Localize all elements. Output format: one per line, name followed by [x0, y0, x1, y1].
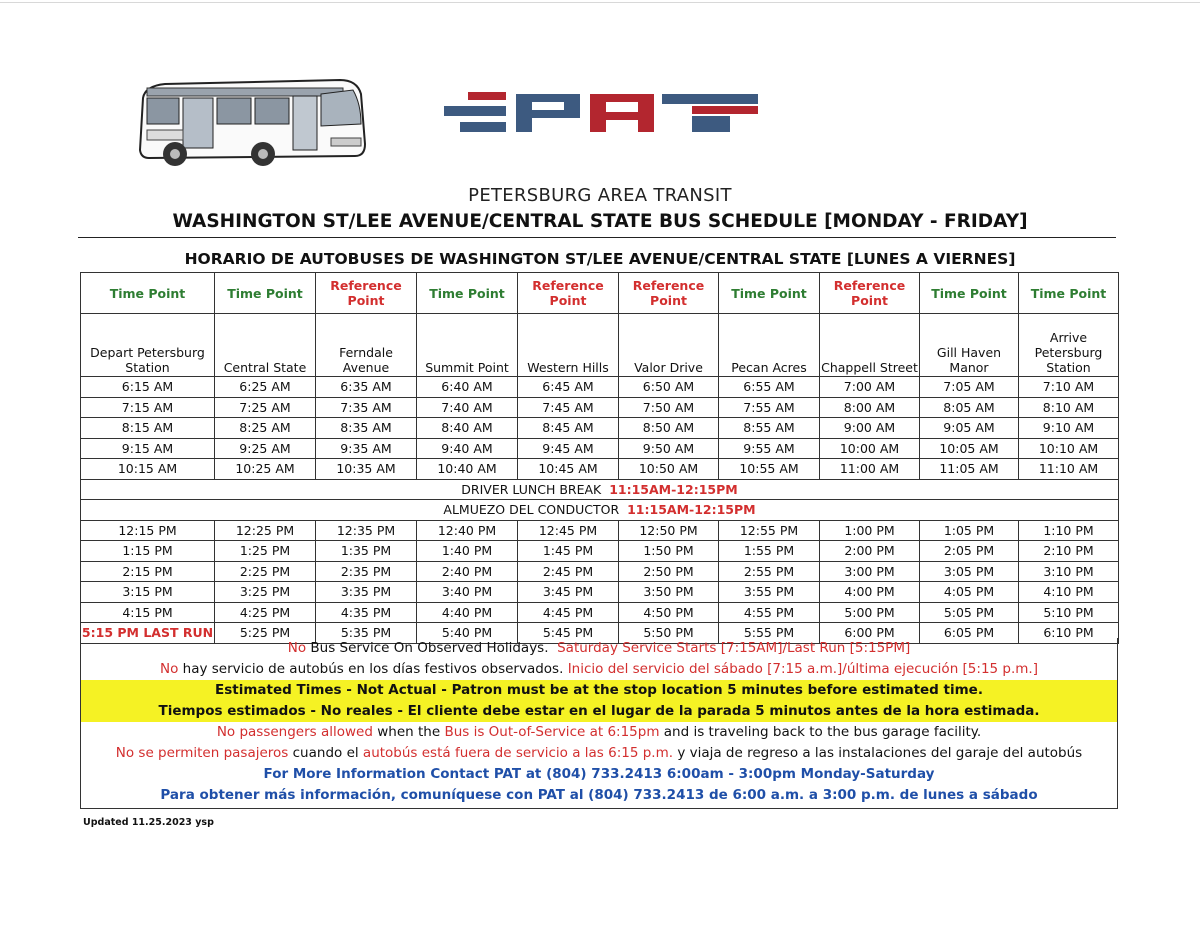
time-cell: 12:45 PM	[518, 520, 619, 541]
time-cell: 6:25 AM	[215, 377, 316, 398]
time-cell: 4:45 PM	[518, 602, 619, 623]
header-cell: Reference Point	[518, 273, 619, 314]
time-cell: 6:40 AM	[417, 377, 518, 398]
time-cell: 7:40 AM	[417, 397, 518, 418]
time-cell: 2:10 PM	[1019, 541, 1119, 562]
table-row	[81, 459, 1119, 480]
time-cell: 5:35 PM	[316, 623, 417, 644]
time-cell: 10:35 AM	[316, 459, 417, 480]
time-cell: 9:10 AM	[1019, 418, 1119, 439]
schedule-title-es: HORARIO DE AUTOBUSES DE WASHINGTON ST/LEE AVENUE/CENTRAL STATE [LUNES A VIERNES]	[184, 250, 1016, 268]
time-cell: 5:55 PM	[719, 623, 820, 644]
bus-illustration	[135, 74, 370, 170]
time-cell: 6:45 AM	[518, 377, 619, 398]
time-cell: 10:55 AM	[719, 459, 820, 480]
out-of-service-es: autobús está fuera de servicio a las 6:15 p.m.	[362, 745, 674, 761]
time-cell: 10:00 AM	[820, 438, 920, 459]
stop-name-cell: Depart Petersburg Station	[81, 314, 215, 377]
saturday-service-en: Saturday Service Starts [7:15AM]/Last Run [5:15PM]	[557, 640, 911, 656]
time-cell: 4:05 PM	[920, 582, 1019, 603]
time-cell: 10:50 AM	[619, 459, 719, 480]
contact-note-es: Para obtener más información, comuníquese con PAT al (804) 733.2413 de 6:00 a.m. a 3:00 p.m. de lunes a sábado	[160, 787, 1038, 803]
time-cell: 7:50 AM	[619, 397, 719, 418]
time-cell: 9:35 AM	[316, 438, 417, 459]
time-cell: 6:00 PM	[820, 623, 920, 644]
table-row	[81, 541, 1119, 562]
time-cell: 9:55 AM	[719, 438, 820, 459]
time-cell: 1:25 PM	[215, 541, 316, 562]
title-divider	[78, 237, 1116, 238]
time-cell: 4:00 PM	[820, 582, 920, 603]
time-cell: 7:55 AM	[719, 397, 820, 418]
time-cell: 8:35 AM	[316, 418, 417, 439]
time-cell: 12:35 PM	[316, 520, 417, 541]
time-cell: 7:45 AM	[518, 397, 619, 418]
last-run-cell: 5:15 PM LAST RUN	[81, 623, 215, 644]
time-cell: 5:05 PM	[920, 602, 1019, 623]
time-cell: 6:10 PM	[1019, 623, 1119, 644]
time-cell: 2:00 PM	[820, 541, 920, 562]
time-cell: 4:15 PM	[81, 602, 215, 623]
table-row	[81, 602, 1119, 623]
time-cell: 3:35 PM	[316, 582, 417, 603]
stop-name-cell: Ferndale Avenue	[316, 314, 417, 377]
time-cell: 7:15 AM	[81, 397, 215, 418]
holiday-note-es	[81, 659, 1117, 680]
header-cell: Time Point	[719, 273, 820, 314]
time-cell: 9:50 AM	[619, 438, 719, 459]
lunch-row	[81, 500, 1119, 521]
time-cell: 1:50 PM	[619, 541, 719, 562]
time-cell: 2:40 PM	[417, 561, 518, 582]
time-cell: 5:10 PM	[1019, 602, 1119, 623]
passengers-text-es-2: y viaja de regreso a las instalaciones del garaje del autobús	[673, 745, 1083, 761]
time-cell: 1:05 PM	[920, 520, 1019, 541]
time-cell: 3:50 PM	[619, 582, 719, 603]
time-cell: 8:00 AM	[820, 397, 920, 418]
header-row	[81, 273, 1119, 314]
lunch-time: 11:15AM-12:15PM	[609, 481, 738, 497]
time-cell: 10:10 AM	[1019, 438, 1119, 459]
stop-name-cell: Central State	[215, 314, 316, 377]
stop-name-cell: Valor Drive	[619, 314, 719, 377]
time-cell: 7:35 AM	[316, 397, 417, 418]
estimated-note-es: Tiempos estimados - No reales - El cliente debe estar en el lugar de la parada 5 minutos antes de la hora estimada.	[81, 701, 1117, 722]
no-passengers-es: No se permiten pasajeros	[115, 745, 289, 761]
time-cell: 8:15 AM	[81, 418, 215, 439]
time-cell: 5:40 PM	[417, 623, 518, 644]
stop-name-cell: Gill Haven Manor	[920, 314, 1019, 377]
header-cell: Time Point	[1019, 273, 1119, 314]
time-cell: 10:15 AM	[81, 459, 215, 480]
time-cell: 6:15 AM	[81, 377, 215, 398]
time-cell: 1:00 PM	[820, 520, 920, 541]
time-cell: 10:05 AM	[920, 438, 1019, 459]
time-cell: 8:05 AM	[920, 397, 1019, 418]
notes-box	[80, 638, 1118, 809]
table-row	[81, 418, 1119, 439]
lunch-row	[81, 479, 1119, 500]
lunch-label: DRIVER LUNCH BREAK	[461, 481, 602, 497]
passengers-text-es-1: cuando el	[288, 745, 363, 761]
time-cell: 3:25 PM	[215, 582, 316, 603]
time-cell: 2:15 PM	[81, 561, 215, 582]
schedule-body	[81, 273, 1119, 644]
time-cell: 12:55 PM	[719, 520, 820, 541]
time-cell: 8:10 AM	[1019, 397, 1119, 418]
header-cell: Reference Point	[820, 273, 920, 314]
time-cell: 3:40 PM	[417, 582, 518, 603]
estimated-note-en: Estimated Times - Not Actual - Patron must be at the stop location 5 minutes before estimated time.	[81, 680, 1117, 701]
time-cell: 9:00 AM	[820, 418, 920, 439]
stop-name-cell: Pecan Acres	[719, 314, 820, 377]
out-of-service-en: Bus is Out-of-Service at 6:15pm	[444, 724, 660, 740]
passengers-text-en-2: and is traveling back to the bus garage facility.	[659, 724, 982, 740]
time-cell: 4:50 PM	[619, 602, 719, 623]
time-cell: 1:40 PM	[417, 541, 518, 562]
time-cell: 8:45 AM	[518, 418, 619, 439]
time-cell: 2:45 PM	[518, 561, 619, 582]
holiday-text-es: hay servicio de autobús en los días festivos observados.	[178, 661, 564, 677]
time-cell: 4:10 PM	[1019, 582, 1119, 603]
holiday-note-en	[81, 638, 1117, 659]
holiday-no-es: No	[160, 661, 179, 677]
table-row	[81, 438, 1119, 459]
time-cell: 2:05 PM	[920, 541, 1019, 562]
lunch-label: ALMUEZO DEL CONDUCTOR	[443, 502, 620, 518]
table-row	[81, 520, 1119, 541]
lunch-time: 11:15AM-12:15PM	[627, 502, 756, 518]
time-cell: 10:25 AM	[215, 459, 316, 480]
lunch-break-cell	[81, 500, 1119, 521]
time-cell: 1:35 PM	[316, 541, 417, 562]
time-cell: 1:45 PM	[518, 541, 619, 562]
header-cell: Reference Point	[316, 273, 417, 314]
stops-row	[81, 314, 1119, 377]
time-cell: 2:25 PM	[215, 561, 316, 582]
time-cell: 7:25 AM	[215, 397, 316, 418]
time-cell: 4:55 PM	[719, 602, 820, 623]
time-cell: 6:05 PM	[920, 623, 1019, 644]
lunch-break-cell	[81, 479, 1119, 500]
time-cell: 9:25 AM	[215, 438, 316, 459]
time-cell: 8:25 AM	[215, 418, 316, 439]
time-cell: 3:00 PM	[820, 561, 920, 582]
time-cell: 7:05 AM	[920, 377, 1019, 398]
time-cell: 5:45 PM	[518, 623, 619, 644]
time-cell: 9:15 AM	[81, 438, 215, 459]
time-cell: 9:45 AM	[518, 438, 619, 459]
header-cell: Reference Point	[619, 273, 719, 314]
time-cell: 8:50 AM	[619, 418, 719, 439]
time-cell: 12:50 PM	[619, 520, 719, 541]
agency-name: PETERSBURG AREA TRANSIT	[468, 185, 732, 206]
time-cell: 3:10 PM	[1019, 561, 1119, 582]
passengers-note-es	[81, 743, 1117, 764]
time-cell: 12:40 PM	[417, 520, 518, 541]
time-cell: 10:40 AM	[417, 459, 518, 480]
time-cell: 4:40 PM	[417, 602, 518, 623]
time-cell: 9:05 AM	[920, 418, 1019, 439]
time-cell: 10:45 AM	[518, 459, 619, 480]
header-cell: Time Point	[81, 273, 215, 314]
time-cell: 9:40 AM	[417, 438, 518, 459]
passengers-note-en	[81, 722, 1117, 743]
holiday-text-en: Bus Service On Observed Holidays.	[306, 640, 549, 656]
table-row	[81, 397, 1119, 418]
time-cell: 1:10 PM	[1019, 520, 1119, 541]
pat-logo	[440, 88, 760, 138]
time-cell: 2:50 PM	[619, 561, 719, 582]
time-cell: 3:55 PM	[719, 582, 820, 603]
schedule-title-en: WASHINGTON ST/LEE AVENUE/CENTRAL STATE BUS SCHEDULE [MONDAY - FRIDAY]	[172, 211, 1028, 232]
passengers-text-en-1: when the	[372, 724, 445, 740]
time-cell: 5:00 PM	[820, 602, 920, 623]
time-cell: 3:45 PM	[518, 582, 619, 603]
time-cell: 11:00 AM	[820, 459, 920, 480]
table-row	[81, 561, 1119, 582]
stop-name-cell: Chappell Street	[820, 314, 920, 377]
time-cell: 3:05 PM	[920, 561, 1019, 582]
time-cell: 11:05 AM	[920, 459, 1019, 480]
time-cell: 8:55 AM	[719, 418, 820, 439]
no-passengers-en: No passengers allowed	[216, 724, 373, 740]
time-cell: 11:10 AM	[1019, 459, 1119, 480]
time-cell: 6:55 AM	[719, 377, 820, 398]
stop-name-cell: Western Hills	[518, 314, 619, 377]
scan-top-line	[0, 2, 1200, 3]
time-cell: 7:10 AM	[1019, 377, 1119, 398]
saturday-service-es: Inicio del servicio del sábado [7:15 a.m.]/última ejecución [5:15 p.m.]	[567, 661, 1038, 677]
time-cell: 12:15 PM	[81, 520, 215, 541]
time-cell: 12:25 PM	[215, 520, 316, 541]
time-cell: 1:55 PM	[719, 541, 820, 562]
time-cell: 4:25 PM	[215, 602, 316, 623]
time-cell: 5:50 PM	[619, 623, 719, 644]
time-cell: 1:15 PM	[81, 541, 215, 562]
table-row	[81, 377, 1119, 398]
updated-stamp: Updated 11.25.2023 ysp	[83, 817, 214, 828]
time-cell: 2:35 PM	[316, 561, 417, 582]
header-cell: Time Point	[920, 273, 1019, 314]
time-cell: 3:15 PM	[81, 582, 215, 603]
stop-name-cell: Arrive Petersburg Station	[1019, 314, 1119, 377]
time-cell: 6:35 AM	[316, 377, 417, 398]
time-cell: 5:25 PM	[215, 623, 316, 644]
contact-note-en: For More Information Contact PAT at (804) 733.2413 6:00am - 3:00pm Monday-Saturday	[263, 766, 935, 782]
schedule-table	[80, 272, 1119, 644]
time-cell: 8:40 AM	[417, 418, 518, 439]
time-cell: 4:35 PM	[316, 602, 417, 623]
time-cell: 6:50 AM	[619, 377, 719, 398]
time-cell: 7:00 AM	[820, 377, 920, 398]
table-row	[81, 582, 1119, 603]
holiday-no-en: No	[287, 640, 307, 656]
header-cell: Time Point	[215, 273, 316, 314]
time-cell: 2:55 PM	[719, 561, 820, 582]
header-cell: Time Point	[417, 273, 518, 314]
stop-name-cell: Summit Point	[417, 314, 518, 377]
